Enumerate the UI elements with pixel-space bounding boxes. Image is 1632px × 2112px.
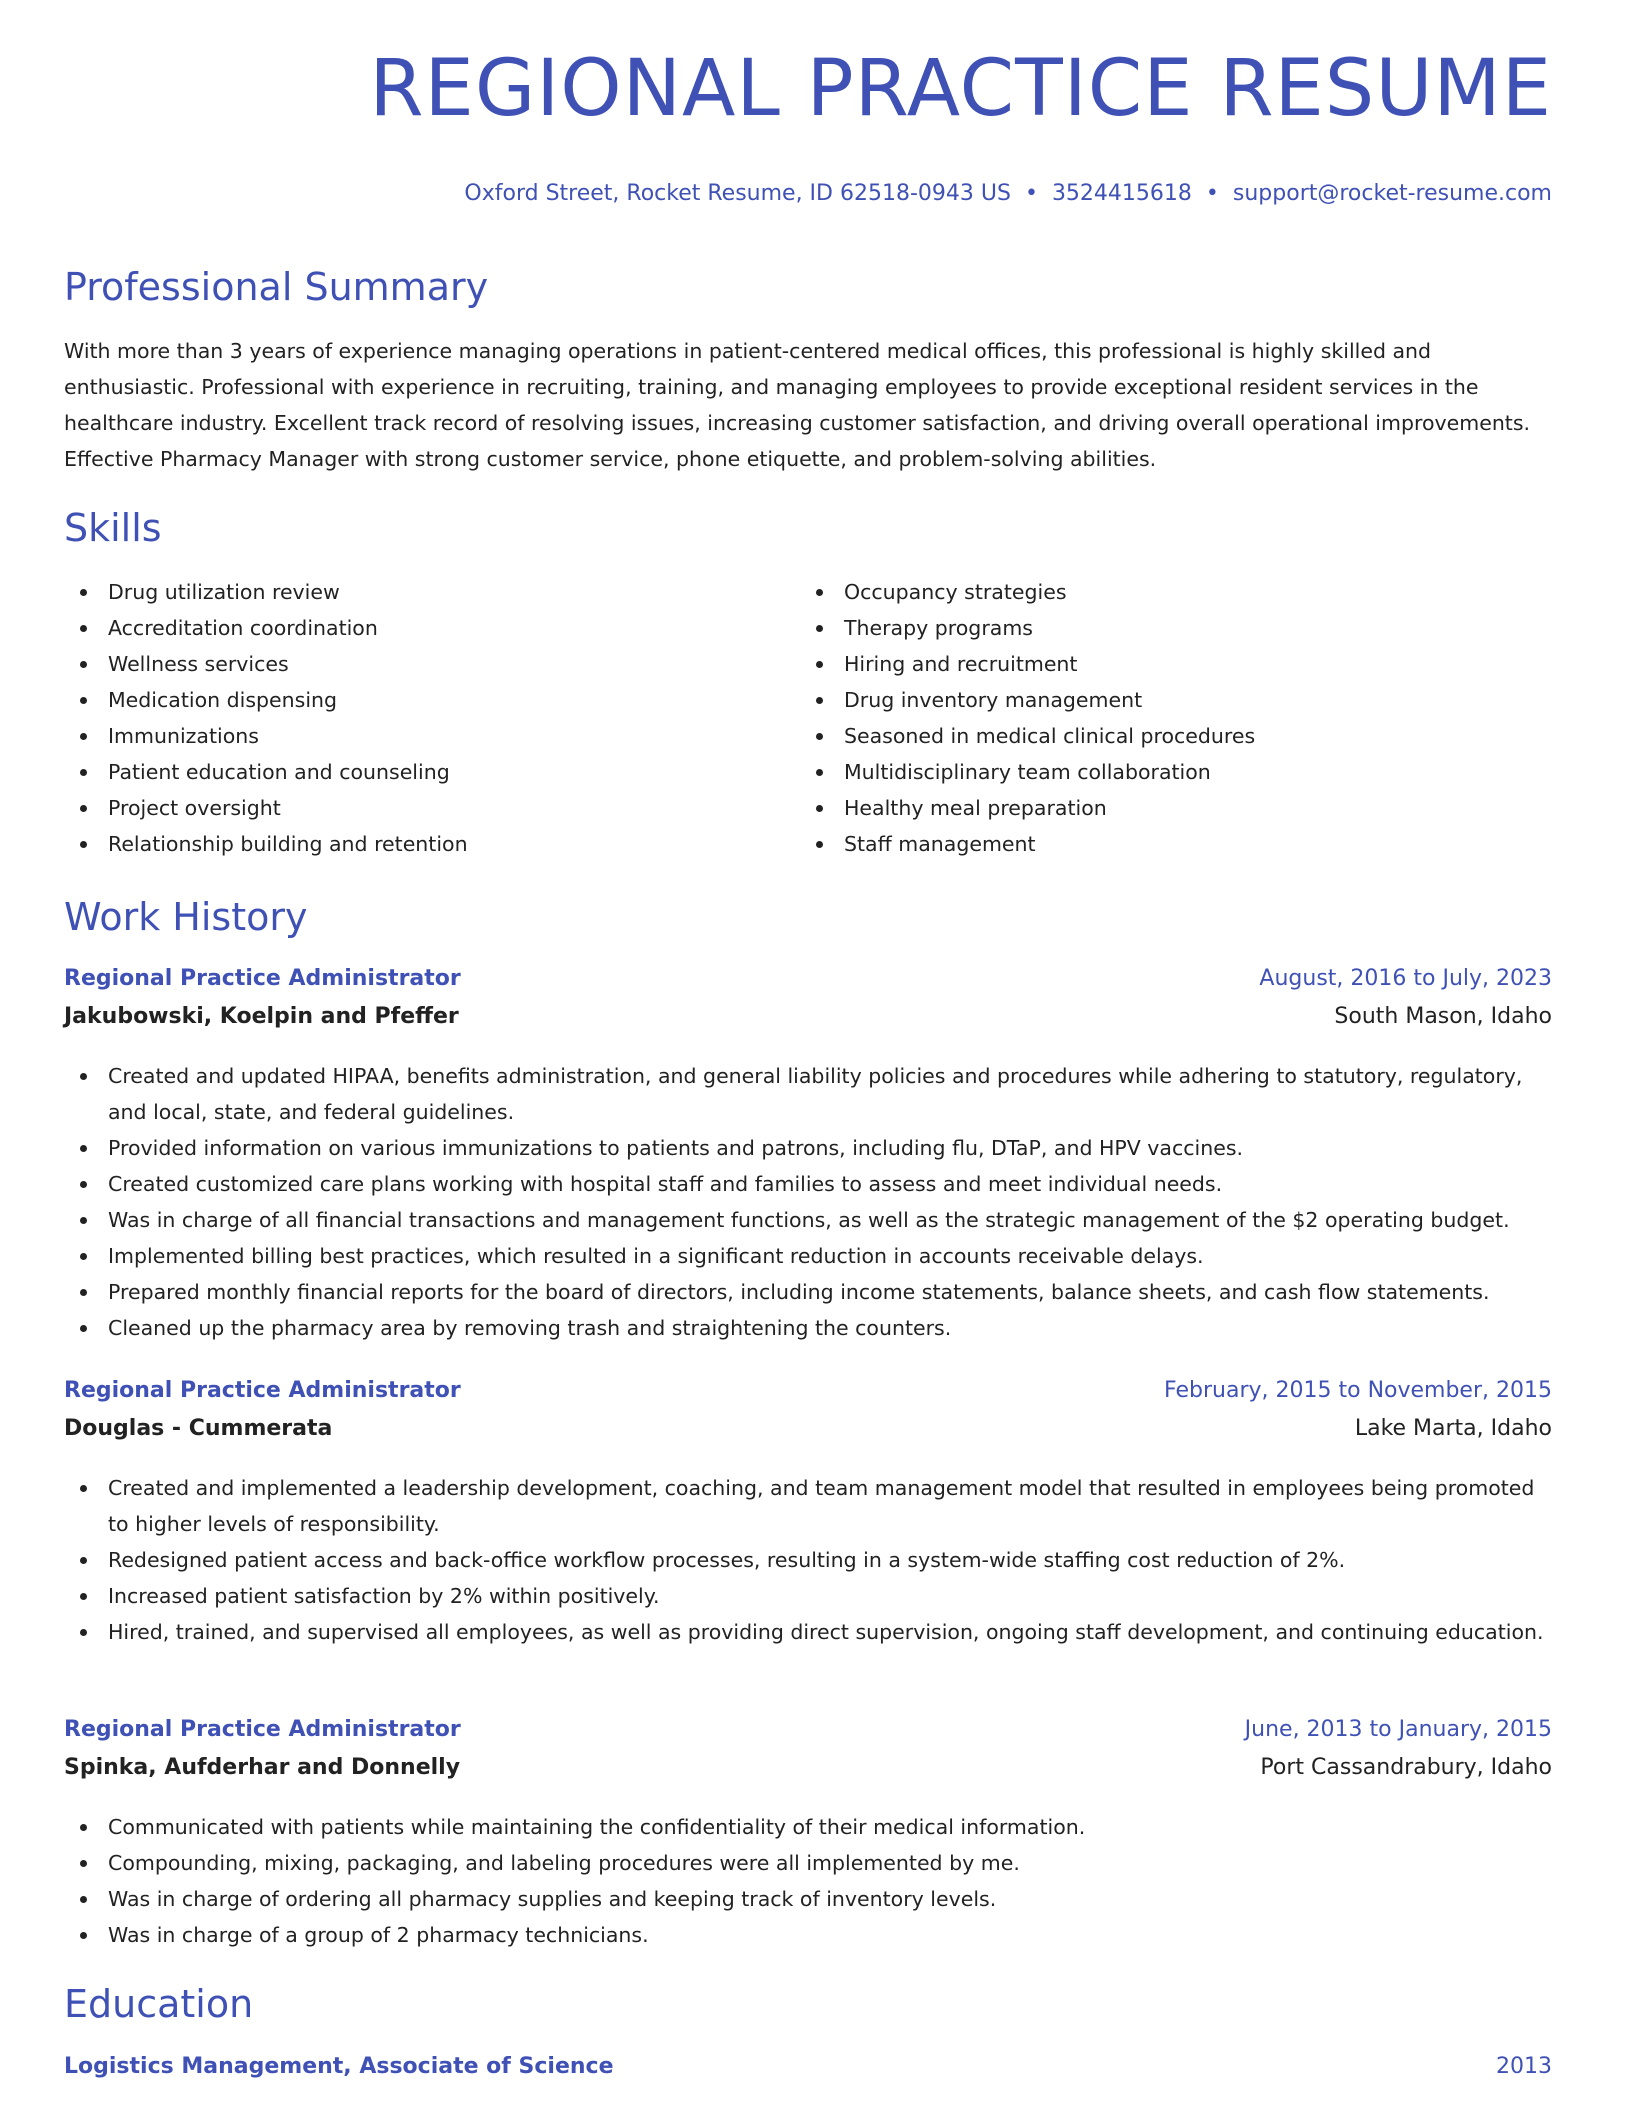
skill-item: Hiring and recruitment bbox=[800, 646, 1530, 682]
job-duty: Communicated with patients while maintaining the confidentiality of their medical information. bbox=[64, 1809, 1552, 1845]
job-company: Jakubowski, Koelpin and Pfeffer bbox=[64, 1004, 459, 1029]
skill-item: Drug inventory management bbox=[800, 682, 1530, 718]
job-duties-list bbox=[64, 1470, 1552, 1650]
job-duty: Cleaned up the pharmacy area by removing trash and straightening the counters. bbox=[64, 1310, 1552, 1346]
job-header-row bbox=[64, 1717, 1552, 1755]
skill-item: Immunizations bbox=[64, 718, 794, 754]
contact-phone[interactable]: 3524415618 bbox=[1051, 181, 1192, 206]
skills-list-right bbox=[800, 574, 1530, 862]
education-year: 2013 bbox=[1496, 2054, 1552, 2079]
job-dates: February, 2015 to November, 2015 bbox=[1164, 1378, 1552, 1403]
skills-column-left bbox=[64, 574, 794, 862]
education-heading: Education bbox=[64, 1982, 254, 2026]
summary-text: With more than 3 years of experience managing operations in patient-centered medical offices, this professional is highly skilled and enthusiastic. Professional with experience in recruiting, training, and managing employees to provide exceptional resident services in the healthcare industry. Excellent track record of resolving issues, increasing customer satisfaction, and driving overall operational improvements. Effective Pharmacy Manager with strong customer service, phone etiquette, and problem-solving abilities. bbox=[64, 339, 1531, 471]
contact-separator: • bbox=[1205, 181, 1219, 206]
job-duty: Prepared monthly financial reports for the board of directors, including income statements, balance sheets, and cash flow statements. bbox=[64, 1274, 1552, 1310]
skill-item: Seasoned in medical clinical procedures bbox=[800, 718, 1530, 754]
job-duty: Provided information on various immunizations to patients and patrons, including flu, DTaP, and HPV vaccines. bbox=[64, 1130, 1552, 1166]
job-duty: Implemented billing best practices, which resulted in a significant reduction in accounts receivable delays. bbox=[64, 1238, 1552, 1274]
job-dates: August, 2016 to July, 2023 bbox=[1259, 966, 1552, 991]
job-duty: Increased patient satisfaction by 2% within positively. bbox=[64, 1578, 1552, 1614]
job-header-row bbox=[64, 1378, 1552, 1416]
job-title: Regional Practice Administrator bbox=[64, 1378, 461, 1403]
job-entry bbox=[64, 1378, 1552, 1650]
job-title: Regional Practice Administrator bbox=[64, 1717, 461, 1742]
skill-item: Multidisciplinary team collaboration bbox=[800, 754, 1530, 790]
skill-item: Relationship building and retention bbox=[64, 826, 794, 862]
skill-item: Healthy meal preparation bbox=[800, 790, 1530, 826]
contact-separator: • bbox=[1024, 181, 1038, 206]
skills-heading: Skills bbox=[64, 506, 162, 550]
skills-list-left bbox=[64, 574, 794, 862]
job-duty: Hired, trained, and supervised all employees, as well as providing direct supervision, ongoing staff development, and continuing education. bbox=[64, 1614, 1552, 1650]
job-duty: Created and implemented a leadership development, coaching, and team management model that resulted in employees being promoted to higher levels of responsibility. bbox=[64, 1470, 1552, 1542]
education-degree: Logistics Management, Associate of Science bbox=[64, 2054, 614, 2079]
skills-column-right bbox=[800, 574, 1530, 862]
job-location: Port Cassandrabury, Idaho bbox=[1260, 1755, 1552, 1780]
job-location: South Mason, Idaho bbox=[1334, 1004, 1552, 1029]
resume-title: REGIONAL PRACTICE RESUME bbox=[369, 44, 1552, 134]
job-duty: Created customized care plans working with hospital staff and families to assess and meet individual needs. bbox=[64, 1166, 1552, 1202]
skill-item: Accreditation coordination bbox=[64, 610, 794, 646]
skill-item: Project oversight bbox=[64, 790, 794, 826]
skill-item: Therapy programs bbox=[800, 610, 1530, 646]
job-duty: Created and updated HIPAA, benefits administration, and general liability policies and procedures while adhering to statutory, regulatory, and local, state, and federal guidelines. bbox=[64, 1058, 1552, 1130]
skill-item: Drug utilization review bbox=[64, 574, 794, 610]
job-duty: Was in charge of ordering all pharmacy supplies and keeping track of inventory levels. bbox=[64, 1881, 1552, 1917]
job-duty: Was in charge of a group of 2 pharmacy technicians. bbox=[64, 1917, 1552, 1953]
contact-address: Oxford Street, Rocket Resume, ID 62518-0943 US bbox=[464, 181, 1011, 206]
job-duty: Was in charge of all financial transactions and management functions, as well as the strategic management of the $2 operating budget. bbox=[64, 1202, 1552, 1238]
job-entry bbox=[64, 1717, 1552, 1953]
job-dates: June, 2013 to January, 2015 bbox=[1244, 1717, 1552, 1742]
education-row bbox=[64, 2054, 1552, 2092]
skill-item: Medication dispensing bbox=[64, 682, 794, 718]
job-company-row bbox=[64, 1416, 1552, 1454]
skill-item: Occupancy strategies bbox=[800, 574, 1530, 610]
job-duty: Compounding, mixing, packaging, and labeling procedures were all implemented by me. bbox=[64, 1845, 1552, 1881]
job-duties-list bbox=[64, 1058, 1552, 1346]
skill-item: Patient education and counseling bbox=[64, 754, 794, 790]
education-entry bbox=[64, 2054, 1552, 2092]
job-title: Regional Practice Administrator bbox=[64, 966, 461, 991]
contact-email[interactable]: support@rocket-resume.com bbox=[1232, 181, 1552, 206]
job-company-row bbox=[64, 1004, 1552, 1042]
job-company: Spinka, Aufderhar and Donnelly bbox=[64, 1755, 461, 1780]
job-company-row bbox=[64, 1755, 1552, 1793]
job-duty: Redesigned patient access and back-office workflow processes, resulting in a system-wide staffing cost reduction of 2%. bbox=[64, 1542, 1552, 1578]
job-entry bbox=[64, 966, 1552, 1346]
contact-line bbox=[464, 181, 1552, 206]
job-location: Lake Marta, Idaho bbox=[1354, 1416, 1552, 1441]
job-duties-list bbox=[64, 1809, 1552, 1953]
skill-item: Staff management bbox=[800, 826, 1530, 862]
work-history-heading: Work History bbox=[64, 895, 308, 939]
job-header-row bbox=[64, 966, 1552, 1004]
summary-heading: Professional Summary bbox=[64, 265, 489, 309]
job-company: Douglas - Cummerata bbox=[64, 1416, 333, 1441]
skill-item: Wellness services bbox=[64, 646, 794, 682]
